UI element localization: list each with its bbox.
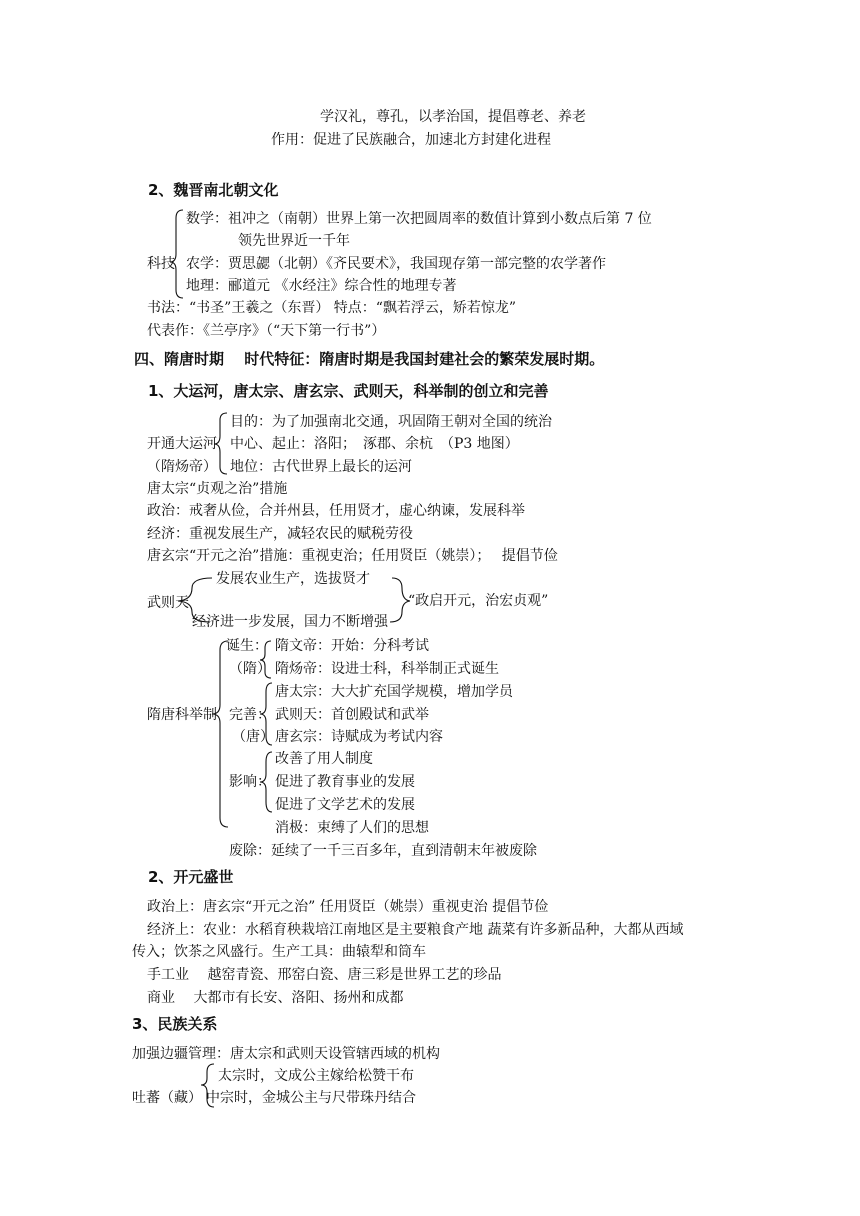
keju-birth-label-1: 诞生： <box>226 638 268 654</box>
xuanzong-line: 唐玄宗“开元之治”措施：重视吏治；任用贤臣（姚崇）； 提倡节俭 <box>147 548 558 564</box>
canal-label-1: 开通大运河 <box>147 436 217 452</box>
tubo-item-2: 中宗时，金城公主与尺带珠丹结合 <box>206 1090 416 1106</box>
kaiyuan-economy-2: 传入；饮茶之风盛行。生产工具：曲辕犁和筒车 <box>132 944 426 960</box>
keju-impact-3: 促进了文学艺术的发展 <box>275 797 415 813</box>
keji-math-2: 领先世界近一千年 <box>238 233 350 249</box>
keji-label: 科技 <box>147 256 175 272</box>
taizong-politics: 政治：戒奢从俭，合并州县，任用贤才，虚心纳谏，发展科举 <box>147 503 525 519</box>
daibiao-line: 代表作：《兰亭序》（“天下第一行书”） <box>147 323 386 339</box>
keju-perfect-label-2: （唐） <box>232 729 274 745</box>
keju-label: 隋唐科举制 <box>147 707 217 723</box>
tubo-item-1: 太宗时，文成公主嫁给松赞干布 <box>218 1068 414 1084</box>
heading-minzu: 3、民族关系 <box>132 1015 218 1033</box>
wzt-label: 武则天 <box>147 595 189 611</box>
tubo-label: 吐蕃（藏） <box>132 1090 202 1106</box>
brace-wzt-right <box>390 578 410 622</box>
heading-kaiyuan: 2、开元盛世 <box>148 868 234 886</box>
canal-center: 中心、起止：洛阳； 涿郡、余杭 （P3 地图） <box>230 436 519 452</box>
heading-canal: 1、大运河，唐太宗、唐玄宗、武则天，科举制的创立和完善 <box>148 382 549 400</box>
brace-keji <box>170 210 183 298</box>
top-line-1: 学汉礼，尊孔，以孝治国，提倡尊老、养老 <box>320 109 586 125</box>
wzt-item-2: 经济进一步发展，国力不断增强 <box>192 614 388 630</box>
minzu-border: 加强边疆管理：唐太宗和武则天设管辖西域的机构 <box>132 1046 440 1062</box>
wzt-result: “政启开元，治宏贞观” <box>408 593 549 609</box>
keji-agri: 农学：贾思勰（北朝）《齐民要术》，我国现存第一部完整的农学著作 <box>186 256 606 272</box>
keju-abolish: 废除：延续了一千三百多年，直到清朝末年被废除 <box>229 843 537 859</box>
taizong-line: 唐太宗“贞观之治”措施 <box>147 481 288 497</box>
kaiyuan-handicraft: 手工业 越窑青瓷、邢窑白瓷、唐三彩是世界工艺的珍品 <box>147 967 502 983</box>
keji-geo: 地理：郦道元 《水经注》综合性的地理专著 <box>186 278 457 294</box>
keju-perfect-2: 武则天：首创殿试和武举 <box>275 707 429 723</box>
taizong-economy: 经济：重视发展生产，减轻农民的赋税劳役 <box>147 526 413 542</box>
keju-perfect-label-1: 完善： <box>229 707 271 723</box>
shufa-line: 书法：“书圣”王羲之（东晋） 特点：“飘若浮云，矫若惊龙” <box>147 300 517 316</box>
canal-status: 地位：古代世界上最长的运河 <box>230 459 412 475</box>
keju-birth-label-2: （隋） <box>229 661 271 677</box>
keju-impact-4: 消极：束缚了人们的思想 <box>275 820 429 836</box>
keju-impact-2: 促进了教育事业的发展 <box>275 774 415 790</box>
keju-impact-label: 影响： <box>229 774 271 790</box>
kaiyuan-commerce: 商业 大都市有长安、洛阳、扬州和成都 <box>147 990 404 1006</box>
canal-label-2: （隋炀帝） <box>147 459 217 475</box>
heading-weijin: 2、魏晋南北朝文化 <box>148 181 279 199</box>
wzt-item-1: 发展农业生产，选拔贤才 <box>216 571 370 587</box>
top-line-2: 作用：促进了民族融合，加速北方封建化进程 <box>271 132 551 148</box>
keju-perfect-1: 唐太宗：大大扩充国学规模，增加学员 <box>275 684 513 700</box>
kaiyuan-politics: 政治上：唐玄宗“开元之治” 任用贤臣（姚崇）重视吏治 提倡节俭 <box>147 899 549 915</box>
keju-birth-2: 隋炀帝：设进士科，科举制正式诞生 <box>275 661 499 677</box>
keji-math-1: 数学：祖冲之（南朝）世界上第一次把圆周率的数值计算到小数点后第 7 位 <box>186 211 652 227</box>
keju-impact-1: 改善了用人制度 <box>275 751 373 767</box>
brace-keju <box>212 641 228 827</box>
canal-purpose: 目的：为了加强南北交通，巩固隋王朝对全国的统治 <box>230 414 552 430</box>
heading-section-4: 四、隋唐时期 时代特征：隋唐时期是我国封建社会的繁荣发展时期。 <box>134 350 605 368</box>
kaiyuan-economy-1: 经济上：农业：水稻育秧栽培江南地区是主要粮食产地 蔬菜有许多新品种，大都从西域 <box>147 922 684 938</box>
keju-perfect-3: 唐玄宗：诗赋成为考试内容 <box>275 729 443 745</box>
keju-birth-1: 隋文帝：开始：分科考试 <box>275 638 429 654</box>
